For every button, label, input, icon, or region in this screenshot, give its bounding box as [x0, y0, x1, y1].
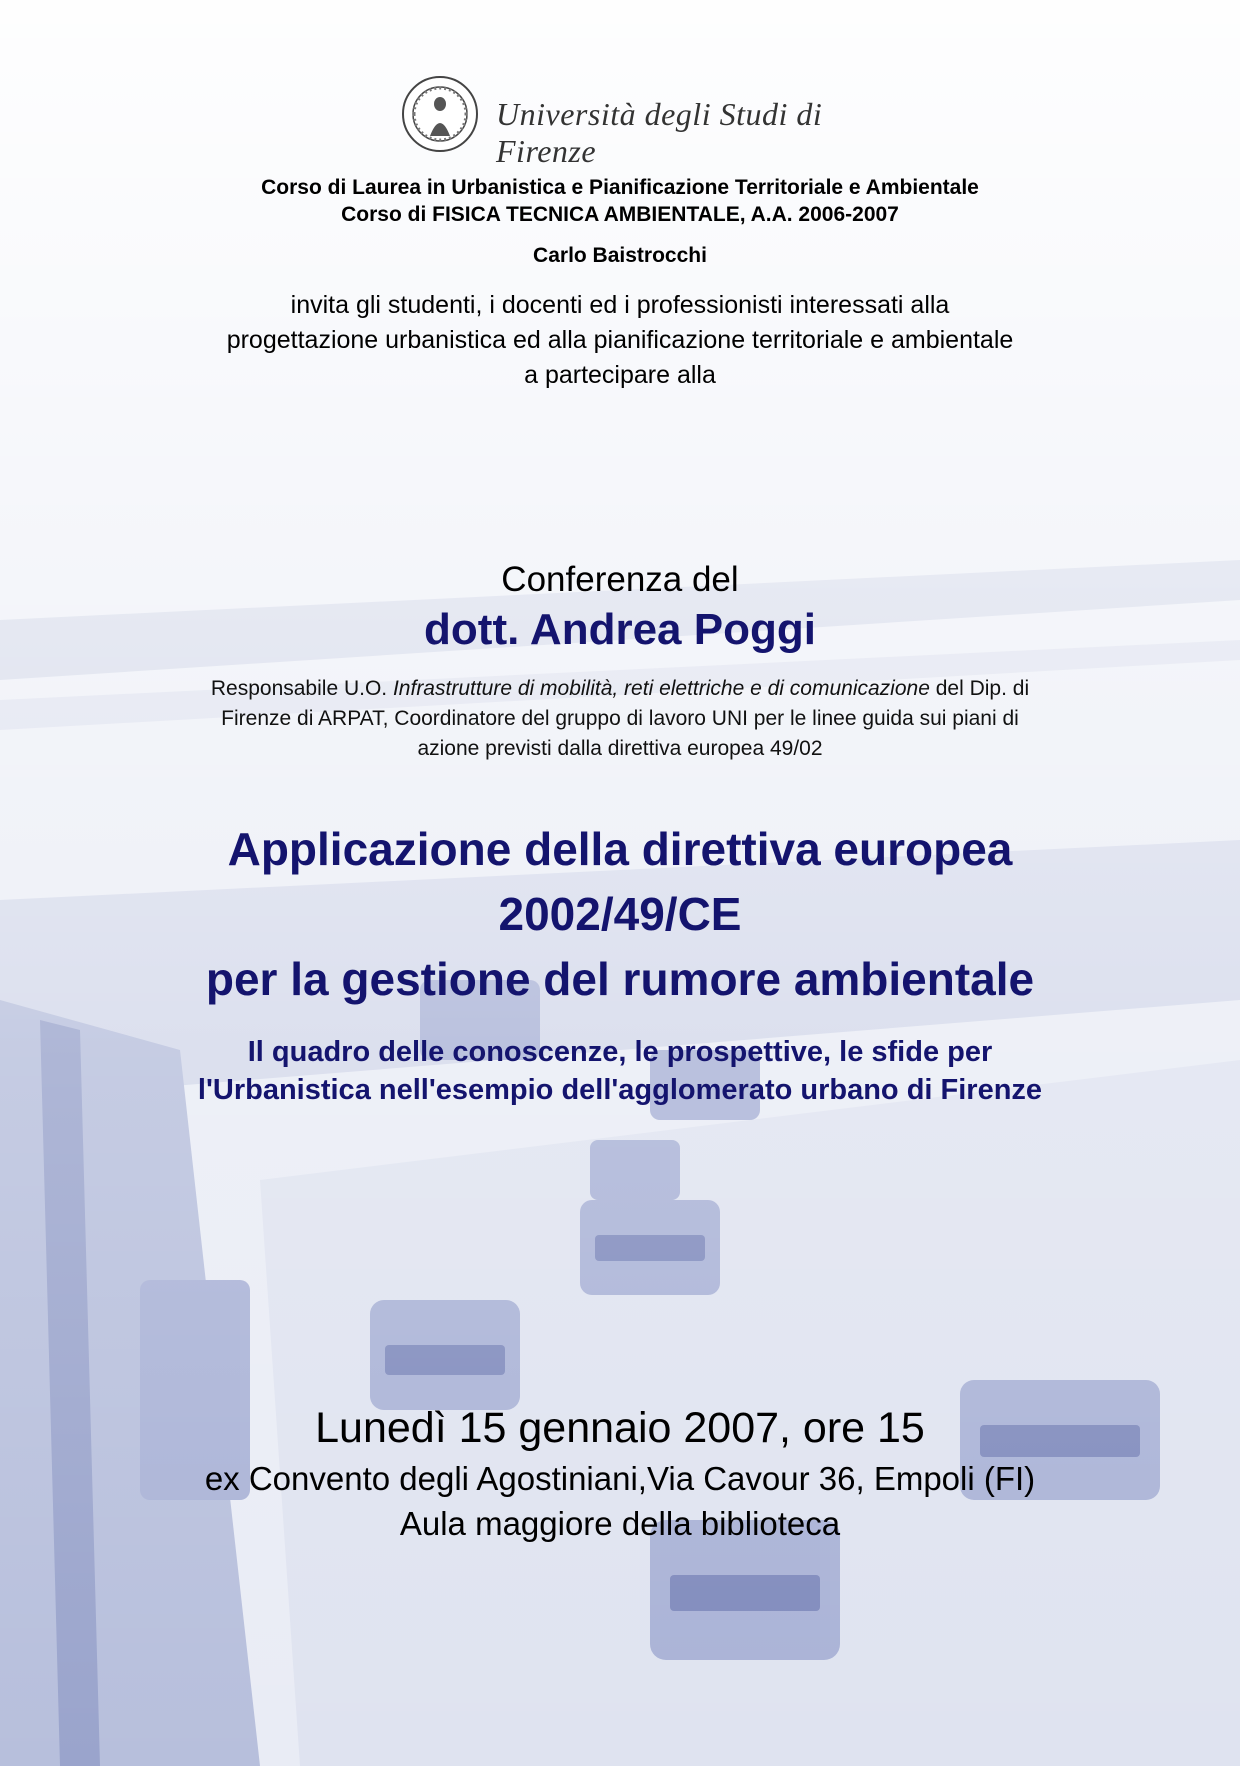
university-header — [400, 74, 860, 169]
role-suffix: del Dip. di — [929, 677, 1030, 700]
speaker-role-line-3: azione previsti dalla direttiva europea 49/02 — [417, 737, 823, 760]
talk-subtitle-line-1: Il quadro delle conoscenze, le prospettive, le sfide per — [247, 1036, 993, 1068]
talk-subtitle — [0, 1033, 1240, 1109]
role-italic: Infrastrutture di mobilità, reti elettriche e di comunicazione — [392, 677, 930, 700]
event-venue: ex Convento degli Agostiniani,Via Cavour 36, Empoli (FI) — [204, 1460, 1036, 1497]
course-line-1: Corso di Laurea in Urbanistica e Pianificazione Territoriale e Ambientale — [261, 176, 979, 199]
conference-label: Conferenza del — [501, 560, 739, 599]
talk-title-line-3: per la gestione del rumore ambientale — [205, 953, 1035, 1005]
invitation-text — [0, 288, 1240, 393]
speaker-role-line-1 — [120, 674, 1120, 704]
speaker-role — [120, 674, 1120, 764]
talk-subtitle-line-2: l'Urbanistica nell'esempio dell'agglomerato urbano di Firenze — [197, 1074, 1043, 1106]
university-name: Università degli Studi di Firenze — [496, 96, 823, 169]
event-date-time: Lunedì 15 gennaio 2007, ore 15 — [315, 1404, 925, 1452]
talk-title-line-1: Applicazione della direttiva europea — [227, 823, 1013, 875]
invitation-line-1: invita gli studenti, i docenti ed i professionisti interessati alla — [290, 291, 950, 319]
speaker-role-line-2: Firenze di ARPAT, Coordinatore del gruppo di lavoro UNI per le linee guida sui piani di — [221, 707, 1019, 730]
organizer-name: Carlo Baistrocchi — [533, 244, 707, 267]
talk-title-line-2: 2002/49/CE — [498, 888, 742, 940]
speaker-name: dott. Andrea Poggi — [424, 605, 816, 654]
role-prefix: Responsabile U.O. — [210, 677, 393, 700]
event-room: Aula maggiore della biblioteca — [399, 1505, 841, 1542]
invitation-line-2: progettazione urbanistica ed alla pianificazione territoriale e ambientale — [226, 326, 1014, 354]
university-seal-icon — [400, 74, 480, 154]
invitation-line-3: a partecipare alla — [524, 361, 716, 389]
course-line-2: Corso di FISICA TECNICA AMBIENTALE, A.A. 2006-2007 — [341, 203, 899, 226]
